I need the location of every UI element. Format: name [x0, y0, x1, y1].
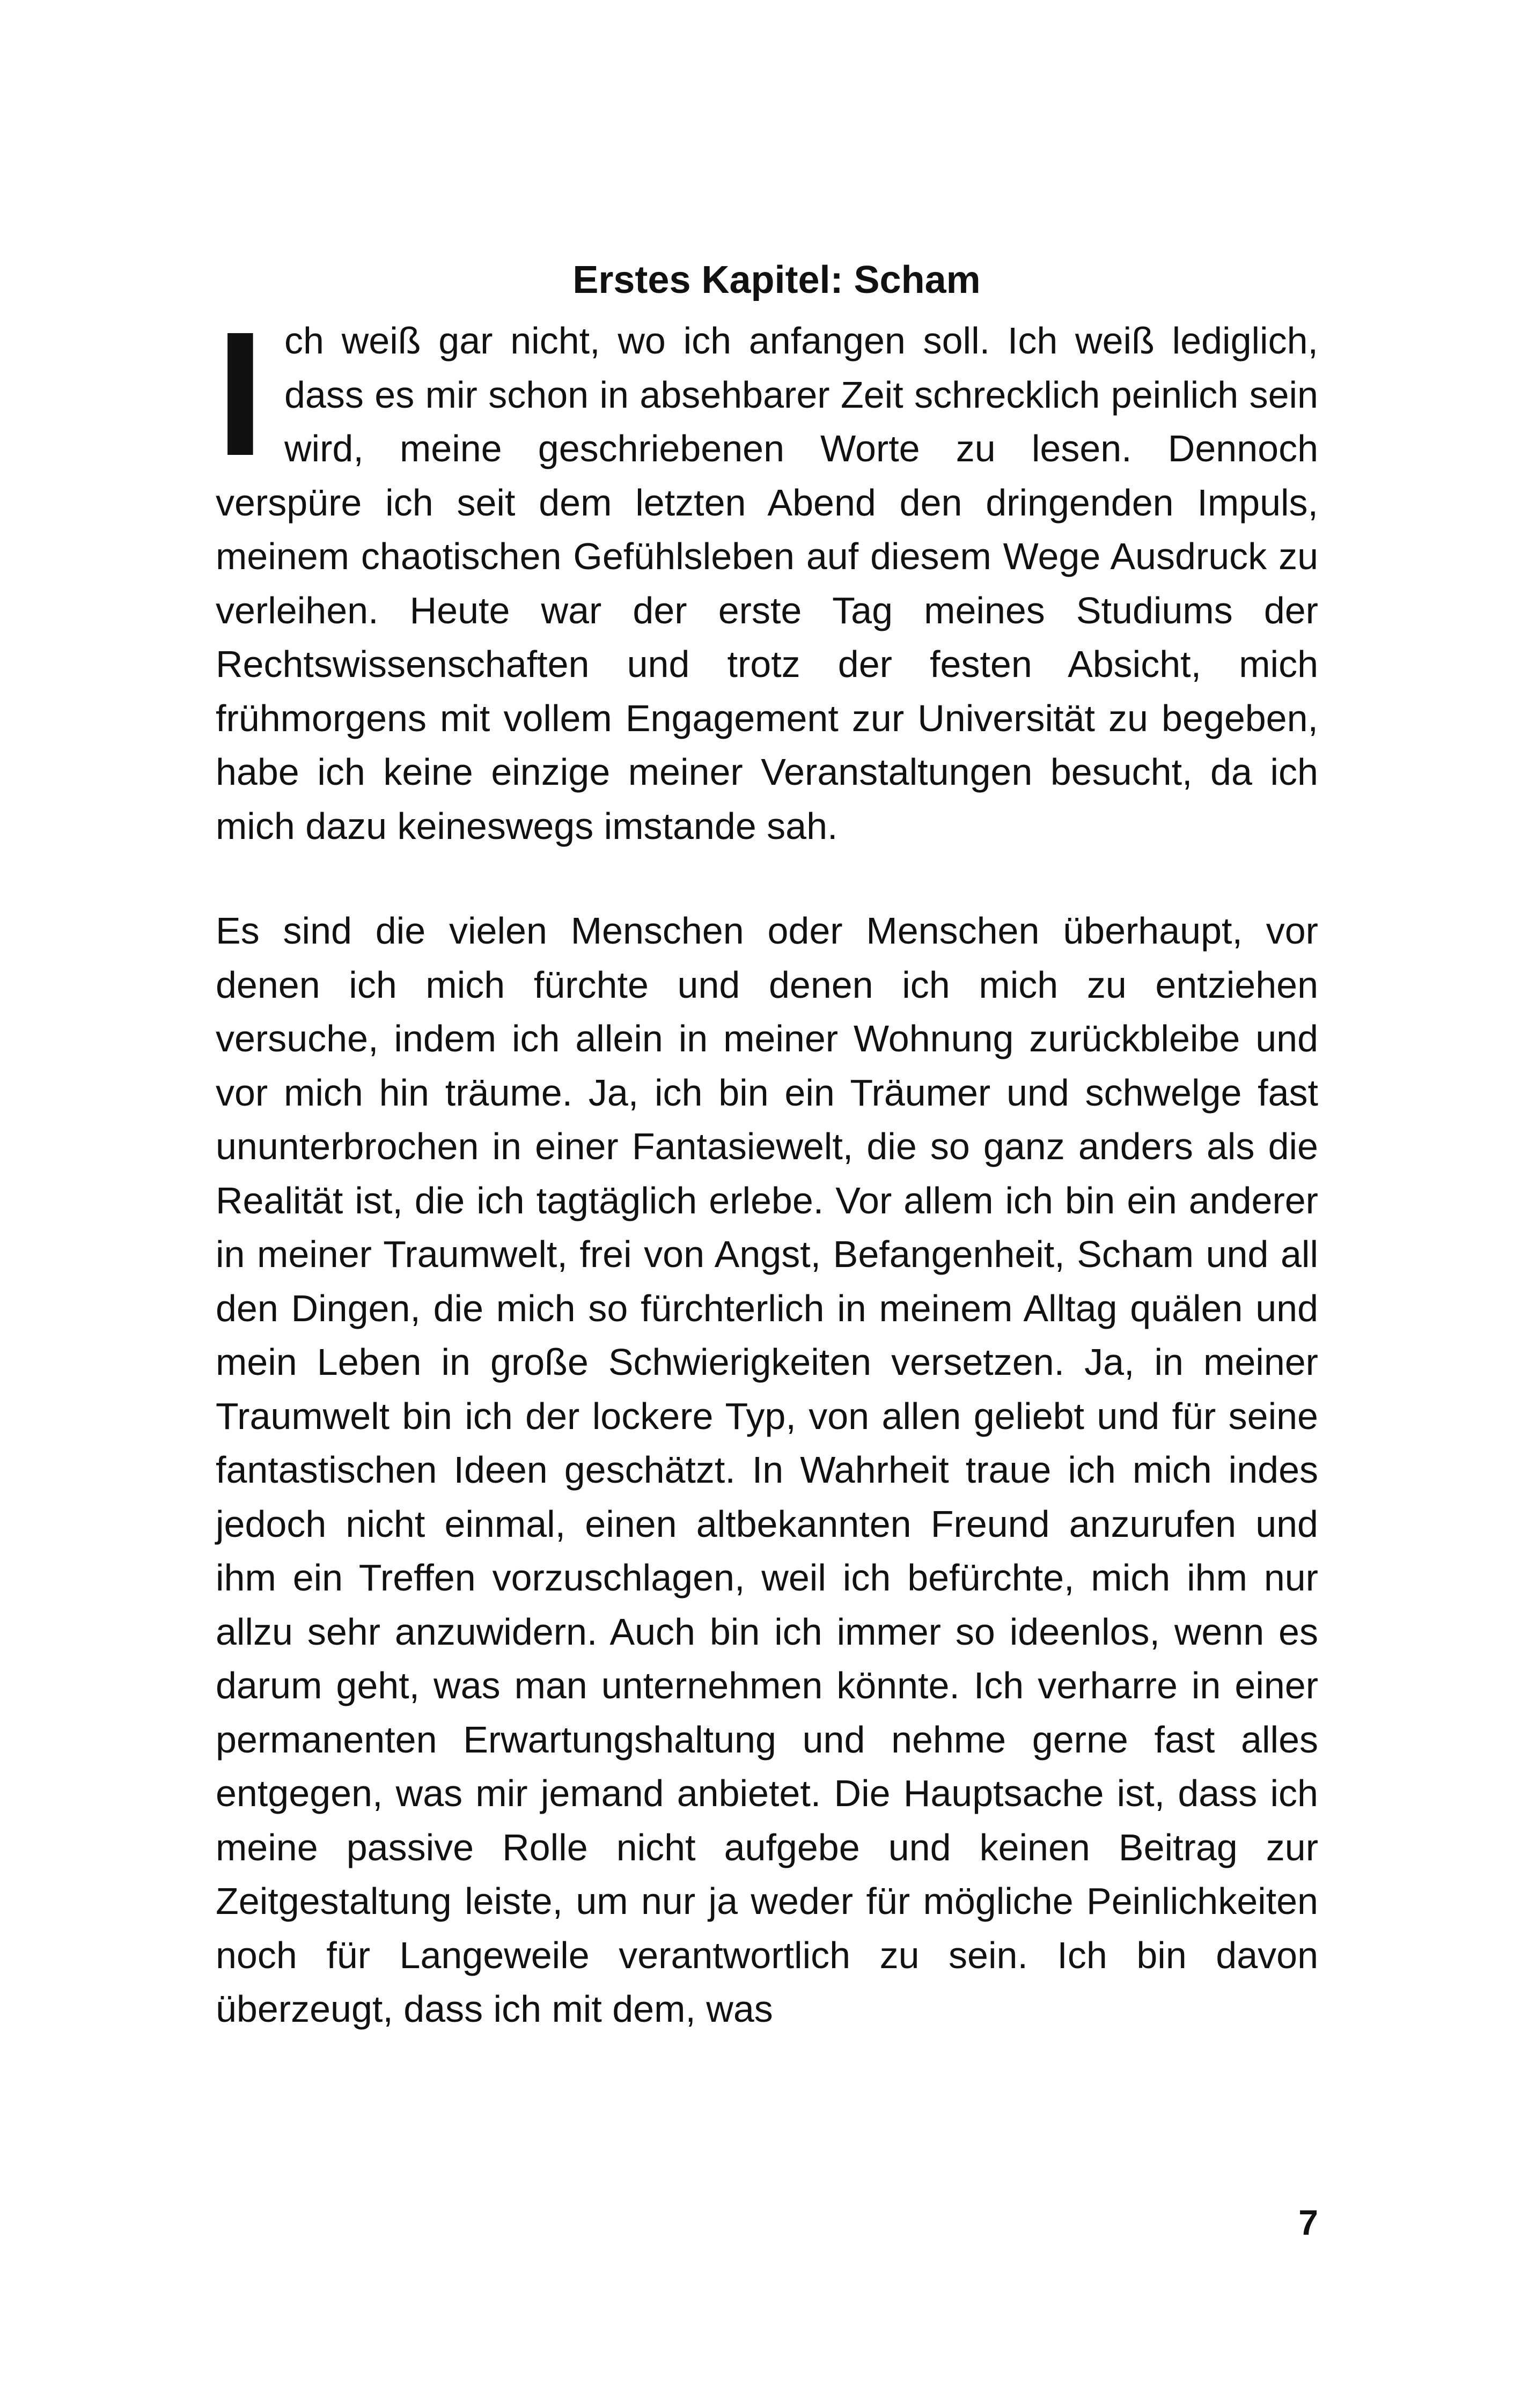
paragraph-1	[216, 294, 1318, 853]
drop-cap: I	[216, 294, 265, 492]
paragraph-1-text: ch weiß gar nicht, wo ich anfangen soll. Ich weiß lediglich, dass es mir schon in absehbarer Zeit schrecklich peinlich sein wird, meine geschriebenen Worte zu lesen. Dennoch verspüre ich seit dem letzten Abend den dringenden Impuls, meinem chaotischen Gefühlsleben auf diesem Wege Ausdruck zu verleihen. Heute war der erste Tag meines Studiums der Rechtswissenschaften und trotz der festen Absicht, mich frühmorgens mit vollem Engagement zur Universität zu begeben, habe ich keine einzige meiner Veranstaltungen besucht, da ich mich dazu keineswegs imstande sah.	[216, 320, 1318, 847]
paragraph-2: Es sind die vielen Menschen oder Menschen überhaupt, vor denen ich mich fürchte und denen ich mich zu entziehen versuche, indem ich allein in meiner Wohnung zurückbleibe und vor mich hin träume. Ja, ich bin ein Träumer und schwelge fast ununterbrochen in einer Fantasiewelt, die so ganz anders als die Realität ist, die ich tagtäglich erlebe. Vor allem ich bin ein anderer in meiner Traumwelt, frei von Angst, Befangenheit, Scham und all den Dingen, die mich so fürchterlich in meinem Alltag quälen und mein Leben in große Schwierigkeiten versetzen. Ja, in meiner Traumwelt bin ich der lockere Typ, von allen geliebt und für seine fantastischen Ideen geschätzt. In Wahrheit traue ich mich indes jedoch nicht einmal, einen altbekannten Freund anzurufen und ihm ein Treffen vorzuschlagen, weil ich befürchte, mich ihm nur allzu sehr anzuwidern. Auch bin ich immer so ideenlos, wenn es darum geht, was man unternehmen könnte. Ich verharre in einer permanenten Erwartungshaltung und nehme gerne fast alles entgegen, was mir jemand anbietet. Die Hauptsache ist, dass ich meine passive Rolle nicht aufgebe und keinen Beitrag zur Zeitgestaltung leiste, um nur ja weder für mögliche Peinlichkeiten noch für Langeweile verantwortlich zu sein. Ich bin davon überzeugt, dass ich mit dem, was	[216, 910, 1318, 2030]
page-number: 7	[1298, 2203, 1318, 2242]
chapter-title: Erstes Kapitel: Scham	[572, 259, 981, 301]
